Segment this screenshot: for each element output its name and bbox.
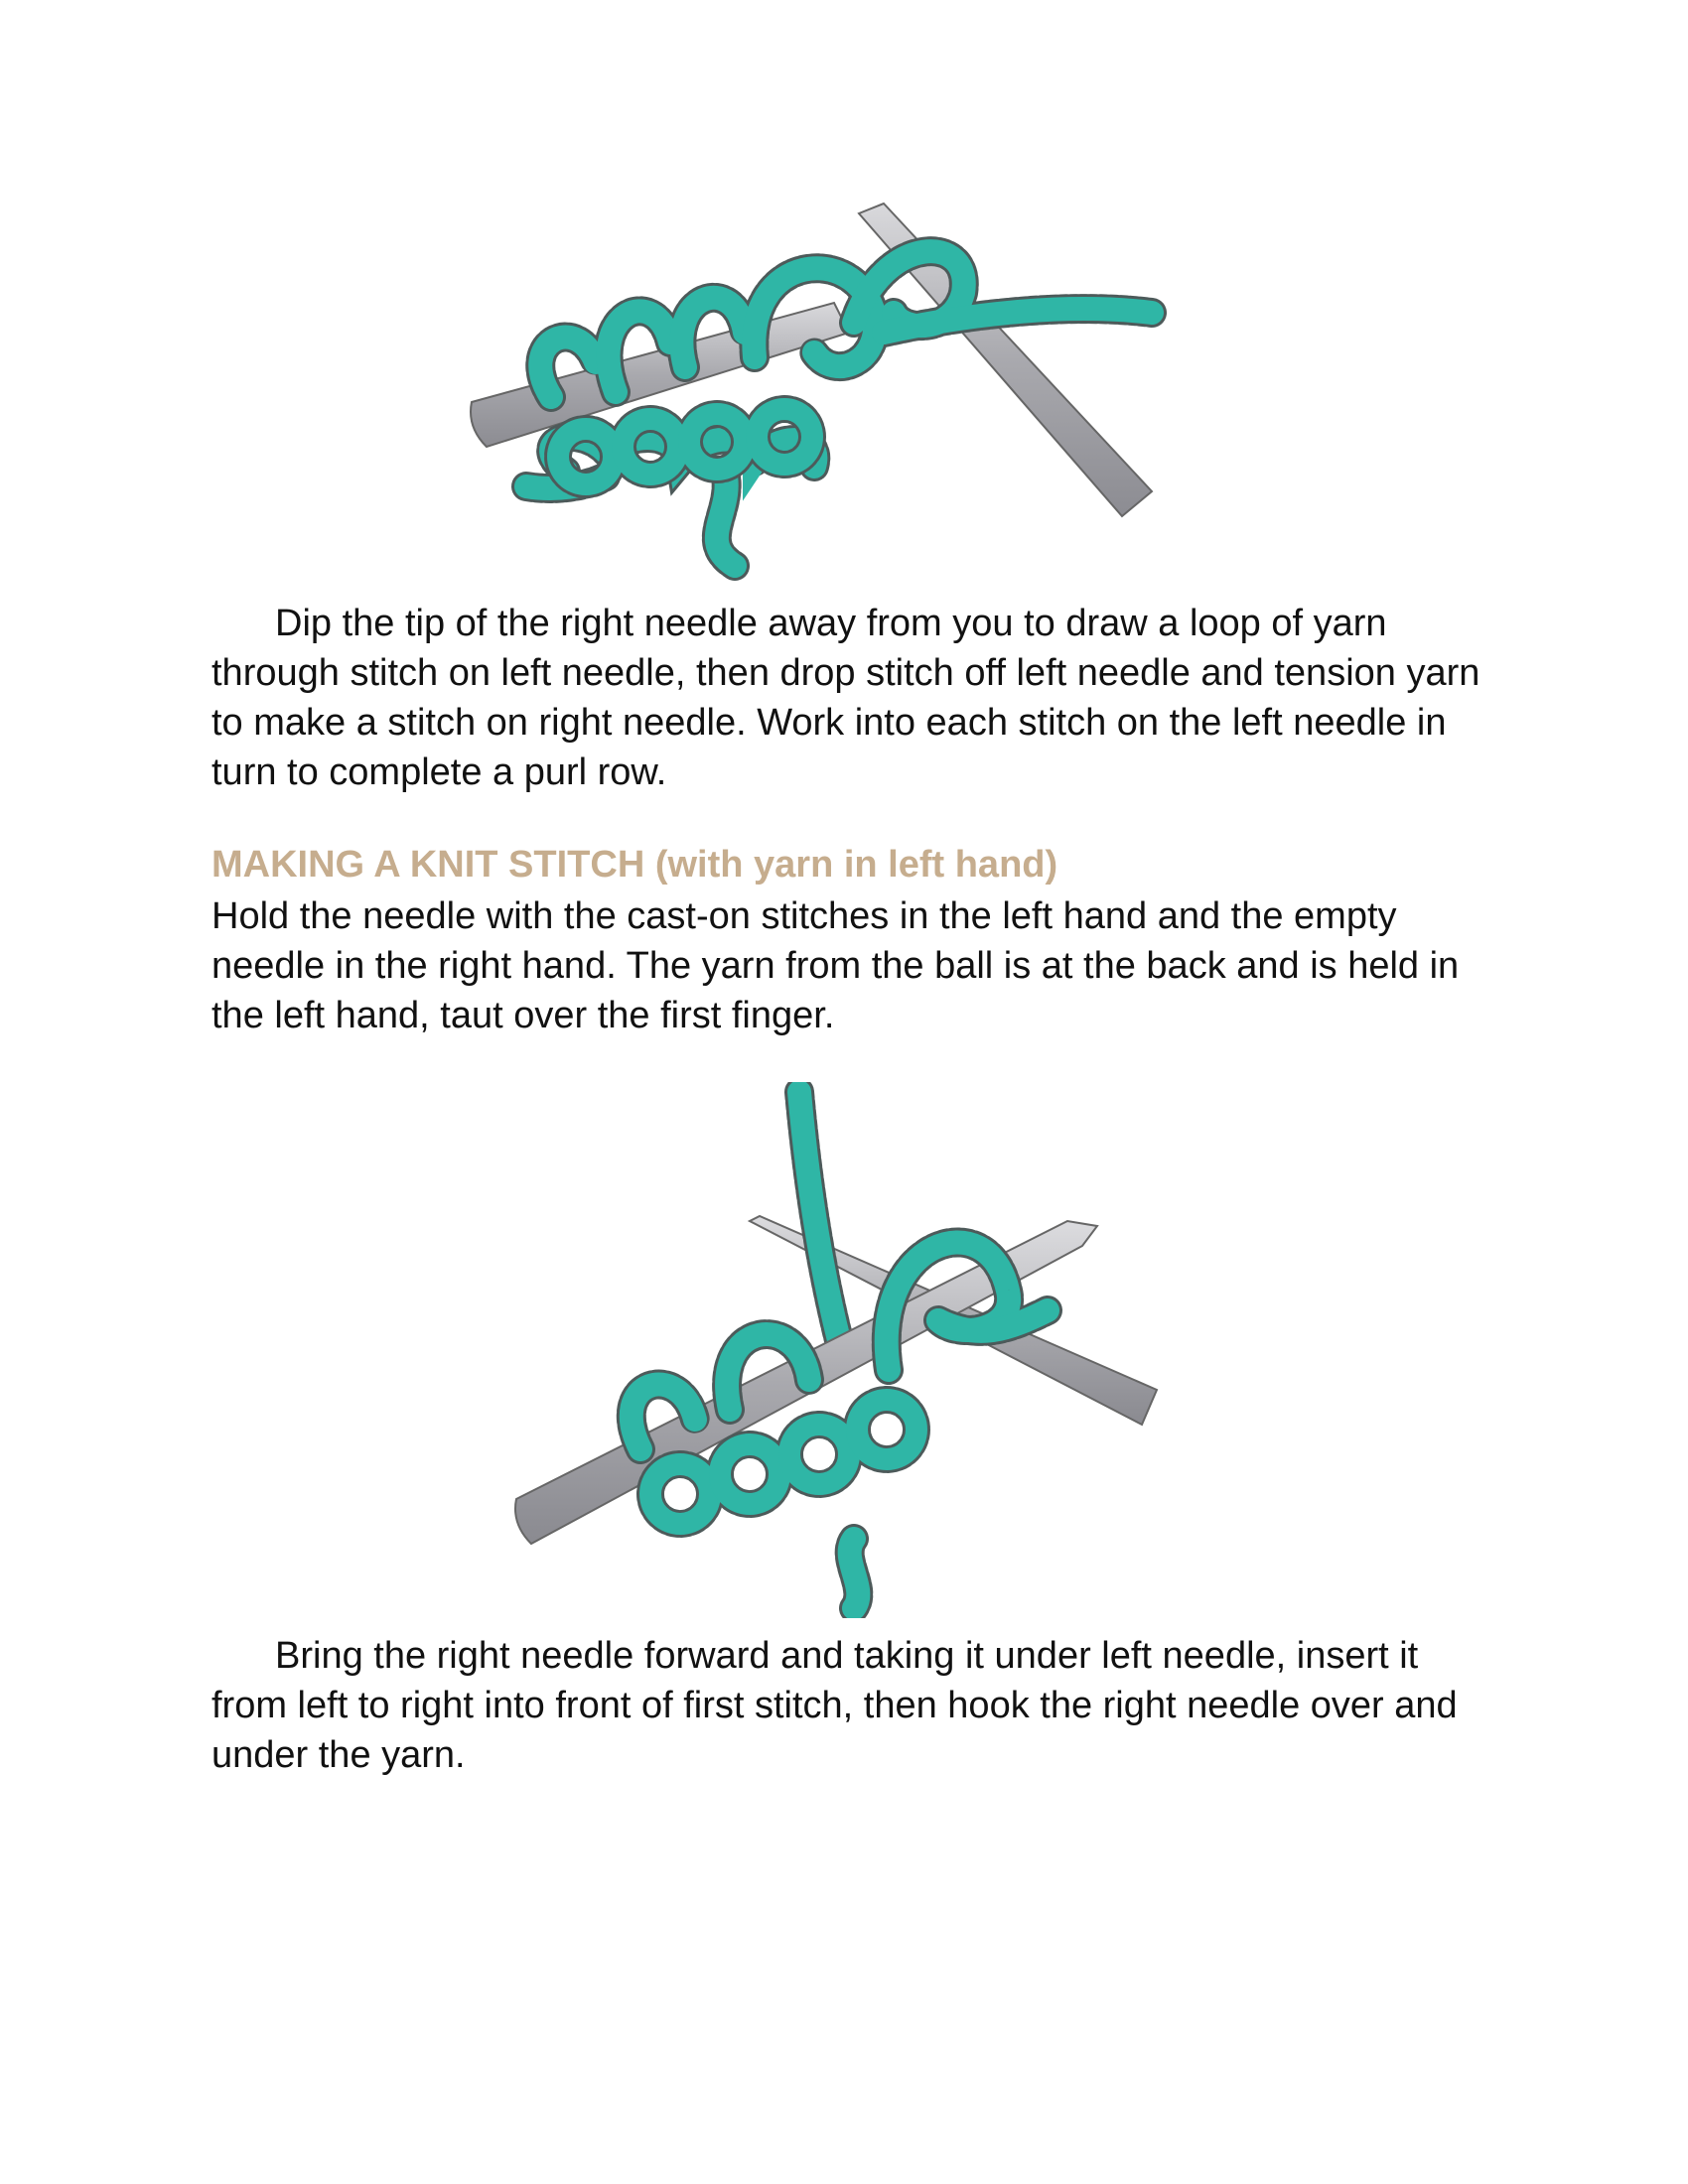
knit-step-text: Bring the right needle forward and taking it under left needle, insert it from left to right into front of first stitch, then hook the right needle over and under the yarn. <box>211 1635 1458 1776</box>
purl-instruction-text: Dip the tip of the right needle away from you to draw a loop of yarn through stitch on left needle, then drop stitch off left needle and tension yarn to make a stitch on right needle. Work into each stitch on the left needle in turn to complete a purl row. <box>211 603 1480 793</box>
purl-stitch-illustration <box>457 194 1231 581</box>
knit-stitch-illustration <box>511 1082 1167 1618</box>
section-heading: MAKING A KNIT STITCH (with yarn in left hand) <box>211 844 1058 886</box>
knit-intro-text: Hold the needle with the cast-on stitches in the left hand and the empty needle in the right hand. The yarn from the ball is at the back and is held in the left hand, taut over the first finger. <box>211 895 1460 1036</box>
yarn-strand <box>799 1092 839 1340</box>
